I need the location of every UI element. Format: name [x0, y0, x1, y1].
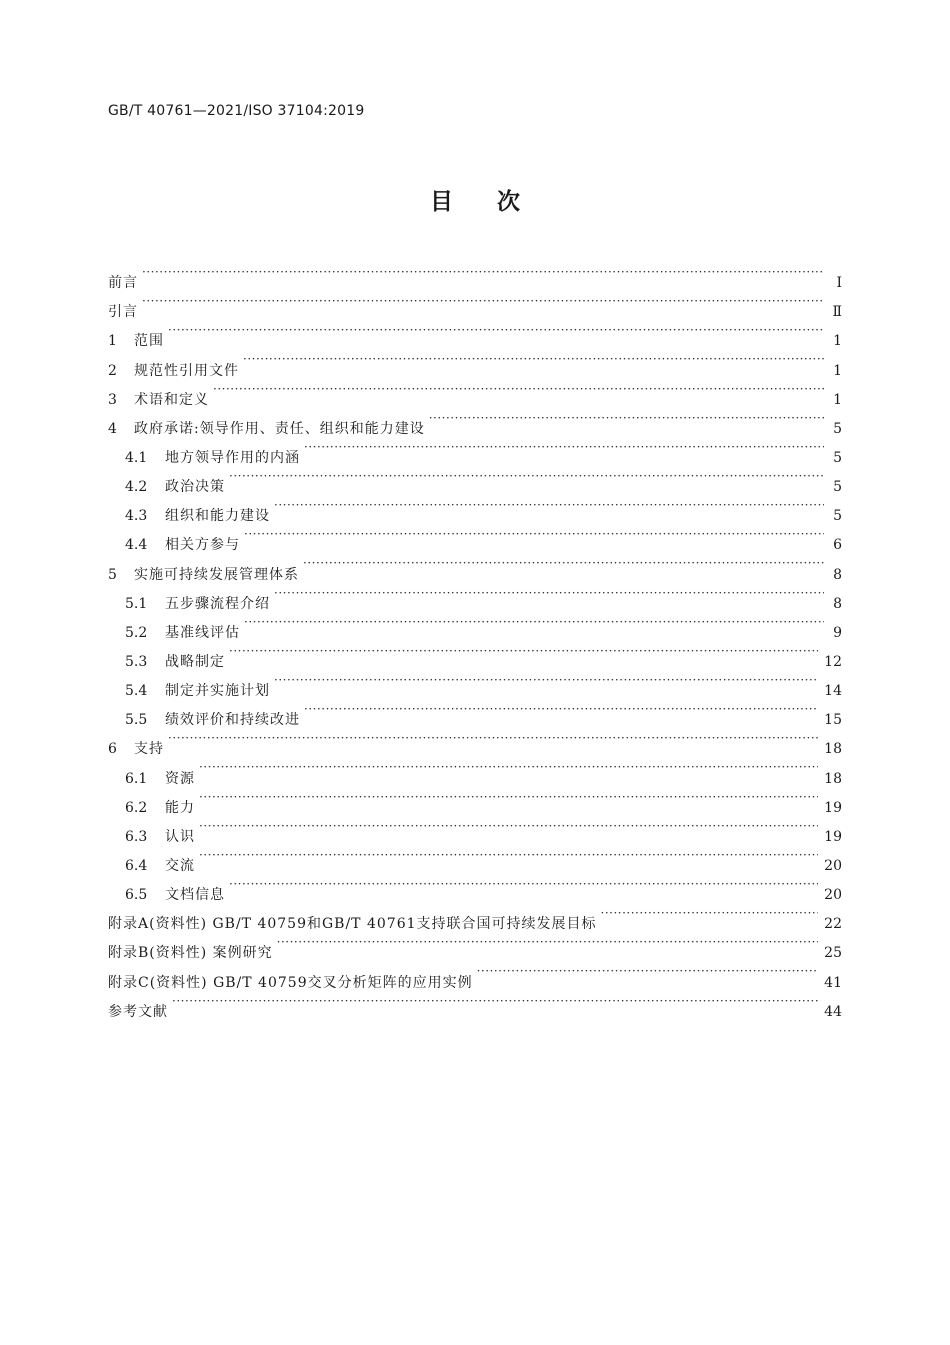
dot-leader — [244, 520, 824, 549]
toc-entry-page: 18 — [824, 741, 842, 758]
toc-entry-label: 实施可持续发展管理体系 — [134, 566, 299, 583]
toc-entry-number: 5.4 — [125, 683, 148, 700]
toc-entry-page: 1 — [833, 362, 842, 379]
table-of-contents — [108, 258, 842, 1020]
dot-leader — [199, 753, 818, 782]
toc-entry-label: 交流 — [165, 857, 195, 874]
toc-entry-number: 4.4 — [125, 537, 148, 554]
toc-entry-label: 绩效评价和持续改进 — [165, 712, 300, 729]
toc-entry[interactable] — [108, 783, 842, 816]
toc-entry-label: 五步骤流程介绍 — [165, 595, 270, 612]
toc-entry-page: 5 — [833, 479, 842, 496]
toc-entry-number: 6.5 — [125, 887, 148, 904]
toc-entry-label: 规范性引用文件 — [134, 362, 239, 379]
toc-entry-page: 8 — [833, 595, 842, 612]
toc-entry-number: 6.3 — [125, 828, 148, 845]
toc-entry[interactable] — [108, 870, 842, 904]
toc-entry-page: 12 — [824, 653, 842, 670]
document-code-header: GB/T 40761—2021/ISO 37104:2019 — [108, 103, 365, 119]
toc-entry-label: 附录A(资料性) GB/T 40759和GB/T 40761支持联合国可持续发展目标 — [108, 916, 597, 933]
toc-entry-number: 2 — [108, 362, 117, 379]
toc-entry[interactable] — [108, 812, 842, 845]
dot-leader — [168, 316, 824, 345]
toc-entry-label: 资源 — [165, 770, 195, 787]
toc-entry[interactable] — [108, 345, 842, 379]
toc-entry-label: 战略制定 — [165, 653, 225, 670]
toc-entry-page: 41 — [824, 974, 842, 991]
toc-entry-number: 4.1 — [125, 449, 148, 466]
toc-entry-number: 6.2 — [125, 799, 148, 816]
toc-entry-label: 能力 — [165, 799, 195, 816]
toc-entry[interactable] — [108, 375, 842, 408]
toc-entry-number: 4 — [108, 420, 117, 437]
toc-entry-label: 制定并实施计划 — [165, 683, 270, 700]
toc-entry-number: 5 — [108, 566, 117, 583]
toc-entry-page: 1 — [833, 391, 842, 408]
toc-entry-label: 政治决策 — [165, 479, 225, 496]
toc-entry-label: 附录B(资料性) 案例研究 — [108, 945, 273, 962]
dot-leader — [168, 724, 818, 753]
toc-entry-label: 文档信息 — [165, 887, 225, 904]
toc-entry-label: 参考文献 — [108, 1003, 168, 1020]
toc-entry-number: 6.4 — [125, 857, 148, 874]
toc-entry-page: 19 — [824, 799, 842, 816]
toc-entry-page: 8 — [833, 566, 842, 583]
toc-entry-label: 认识 — [165, 828, 195, 845]
toc-entry-label: 前言 — [108, 275, 138, 292]
toc-entry-label: 基准线评估 — [165, 624, 240, 641]
dot-leader — [229, 870, 818, 899]
toc-entry[interactable] — [108, 404, 842, 437]
toc-entry-label: 术语和定义 — [134, 391, 209, 408]
toc-entry-page: 1 — [833, 333, 842, 350]
toc-entry-page: 6 — [833, 537, 842, 554]
toc-entry-label: 范围 — [134, 333, 164, 350]
toc-entry-number: 6.1 — [125, 770, 148, 787]
toc-entry-label: 地方领导作用的内涵 — [165, 449, 300, 466]
toc-entry-label: 相关方参与 — [165, 537, 240, 554]
toc-entry[interactable] — [108, 724, 842, 758]
toc-entry-page: 18 — [824, 770, 842, 787]
toc-entry-page: 15 — [824, 712, 842, 729]
toc-entry-number: 5.1 — [125, 595, 148, 612]
toc-entry-number: 5.2 — [125, 624, 148, 641]
toc-entry-number: 4.2 — [125, 479, 148, 496]
dot-leader — [304, 695, 818, 724]
toc-entry-number: 6 — [108, 741, 117, 758]
dot-leader — [477, 957, 819, 986]
dot-leader — [199, 841, 818, 870]
toc-entry-number: 5.5 — [125, 712, 148, 729]
toc-entry-label: 组织和能力建设 — [165, 508, 270, 525]
toc-entry-page: 5 — [833, 508, 842, 525]
toc-entry-page: 5 — [833, 420, 842, 437]
toc-entry-page: 9 — [833, 624, 842, 641]
toc-entry[interactable] — [108, 841, 842, 874]
toc-entry-page: 20 — [824, 857, 842, 874]
toc-entry[interactable] — [108, 258, 842, 292]
toc-entry-page: Ⅱ — [832, 304, 842, 321]
toc-entry-label: 支持 — [134, 741, 164, 758]
toc-entry-number: 5.3 — [125, 653, 148, 670]
dot-leader — [303, 549, 824, 578]
toc-entry-page: 22 — [824, 916, 842, 933]
toc-entry[interactable] — [108, 287, 842, 321]
dot-leader — [274, 579, 824, 608]
dot-leader — [274, 666, 818, 695]
toc-entry-page: 44 — [824, 1003, 842, 1020]
toc-entry-page: 5 — [833, 449, 842, 466]
toc-entry-page: 14 — [824, 683, 842, 700]
toc-entry[interactable] — [108, 987, 842, 1020]
toc-entry-label: 附录C(资料性) GB/T 40759交叉分析矩阵的应用实例 — [108, 974, 473, 991]
dot-leader — [199, 783, 818, 812]
toc-entry-page: Ⅰ — [836, 275, 842, 292]
dot-leader — [244, 608, 824, 637]
toc-entry-page: 25 — [824, 945, 842, 962]
toc-entry-number: 4.3 — [125, 508, 148, 525]
page-title: 目次 — [430, 189, 564, 215]
dot-leader — [172, 987, 818, 1016]
dot-leader — [199, 812, 818, 841]
toc-entry-page: 19 — [824, 828, 842, 845]
toc-entry-number: 1 — [108, 333, 117, 350]
dot-leader — [142, 287, 824, 316]
dot-leader — [243, 345, 824, 374]
toc-entry-page: 20 — [824, 887, 842, 904]
dot-leader — [229, 462, 824, 491]
dot-leader — [304, 433, 824, 462]
dot-leader — [274, 491, 824, 520]
dot-leader — [601, 899, 819, 928]
dot-leader — [213, 375, 824, 404]
toc-entry-number: 3 — [108, 391, 117, 408]
dot-leader — [429, 404, 824, 433]
toc-entry[interactable] — [108, 753, 842, 787]
dot-leader — [277, 928, 819, 957]
dot-leader — [142, 258, 824, 287]
dot-leader — [229, 637, 818, 666]
toc-entry[interactable] — [108, 316, 842, 350]
toc-entry-label: 引言 — [108, 304, 138, 321]
toc-entry-label: 政府承诺:领导作用、责任、组织和能力建设 — [134, 420, 425, 437]
